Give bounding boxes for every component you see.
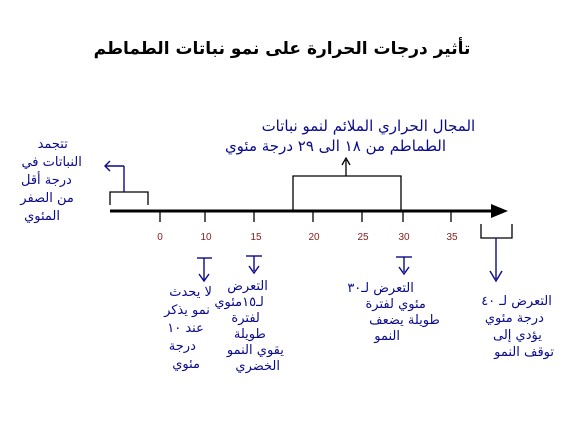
note-at-30: التعرض لـ٣٠ مئوي لفترة طويلة يضعف النمو [347, 281, 440, 344]
tick-label-25: 25 [357, 232, 369, 243]
axis-ticks [160, 211, 451, 222]
arrow-down-at-15 [246, 256, 262, 273]
optimal-range-note: المجال الحراري الملائم لنمو نباتات الطماطم من ١٨ الى ٢٩ درجة مئوي [224, 117, 476, 155]
arrow-right-icon [491, 204, 508, 218]
tick-label-10: 10 [200, 232, 212, 243]
below-zero-note: تتجمد النباتات في درجة أقل من الصفر المئوي [20, 137, 82, 224]
tick-label-20: 20 [308, 232, 320, 243]
below-zero-bracket [105, 161, 148, 205]
tick-label-15: 15 [250, 232, 262, 243]
tick-label-0: 0 [157, 232, 163, 243]
tick-label-35: 35 [446, 232, 458, 243]
axis-tick-labels [157, 232, 458, 243]
note-at-15: التعرض لـ١٥مئوي لفترة طويلة يقوي النمو الخضري [214, 279, 284, 374]
arrow-down-at-10 [197, 258, 212, 281]
note-at-40: التعرض لـ ٤٠ درجة مئوي يؤدي إلى توقف النمو [481, 294, 554, 360]
arrow-down-at-30 [396, 257, 412, 274]
bracket-at-40 [481, 224, 512, 281]
tick-label-30: 30 [398, 232, 410, 243]
diagram-title: تأثير درجات الحرارة على نمو نباتات الطماطم [93, 39, 471, 59]
optimal-range-bracket [293, 158, 401, 211]
temperature-axis [110, 204, 508, 218]
note-at-10: لا يحدث نمو يذكر عند ١٠ درجة مئوي [164, 285, 212, 372]
